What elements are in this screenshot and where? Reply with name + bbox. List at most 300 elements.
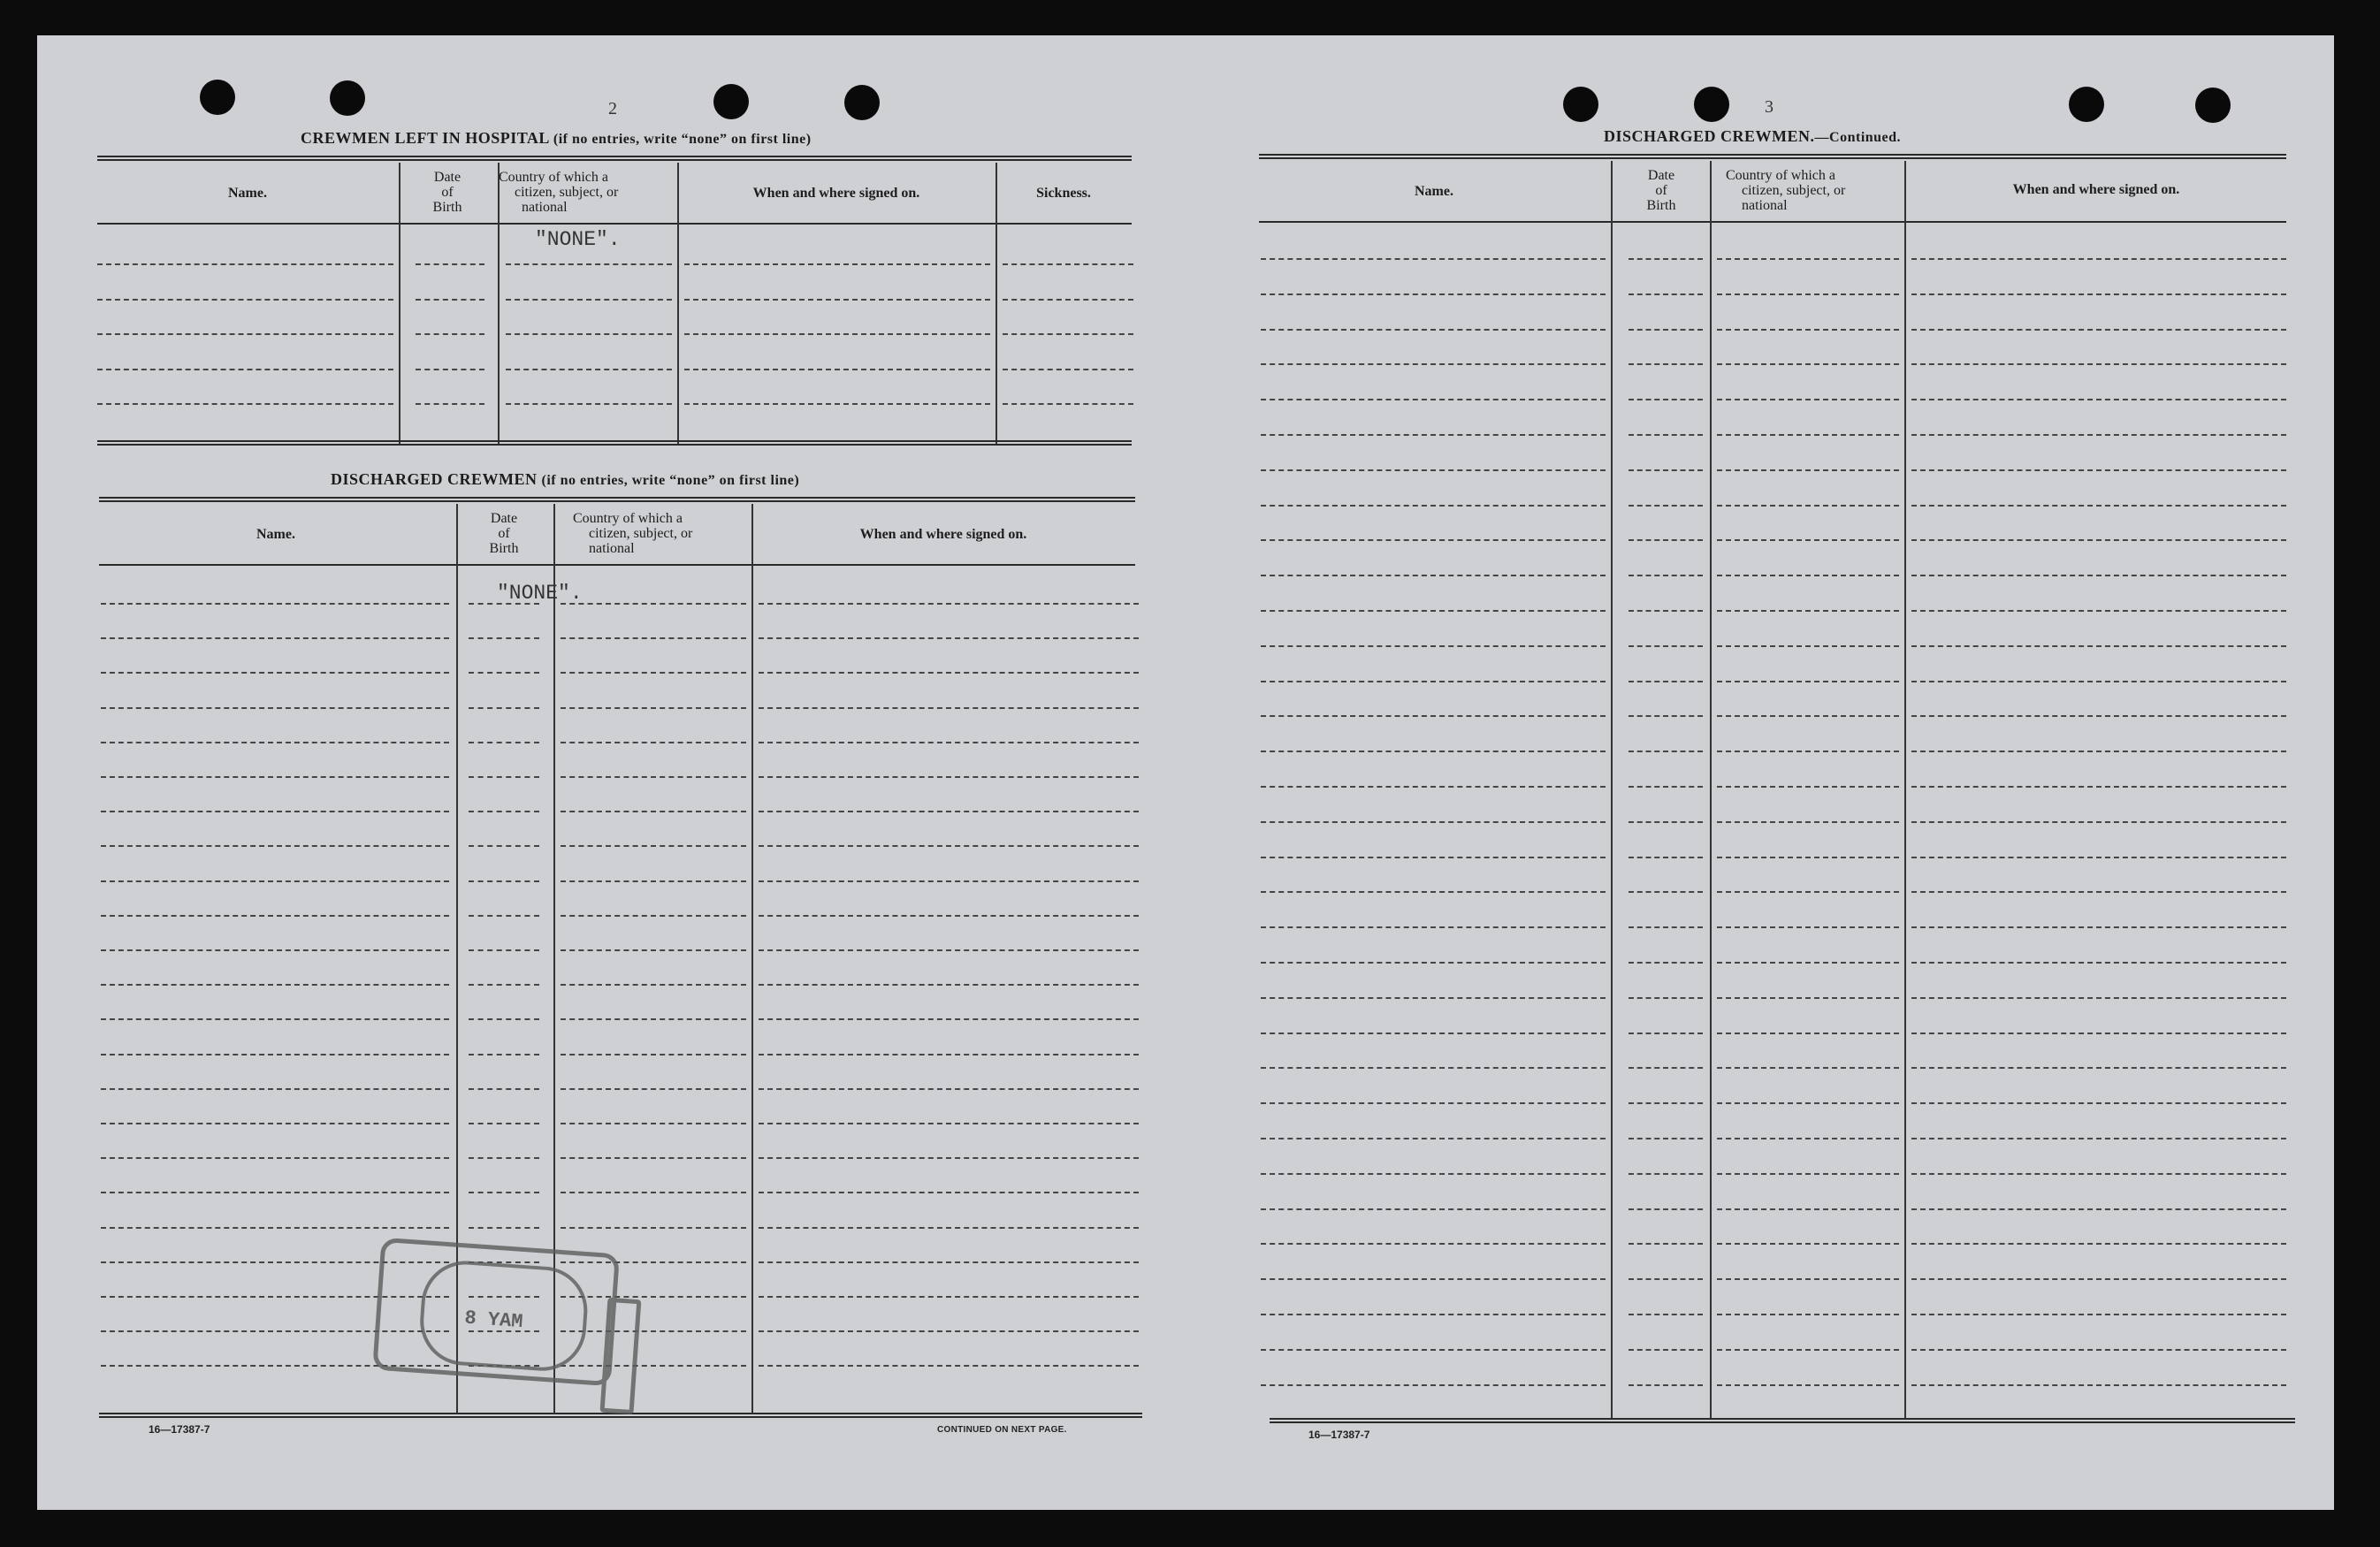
ruled-line: [1629, 539, 1703, 541]
ruled-line: [469, 603, 539, 605]
ruled-line: [416, 403, 484, 405]
ruled-line: [1629, 1278, 1703, 1280]
ruled-line: [1629, 293, 1703, 295]
hospital-section-title: [301, 129, 812, 148]
ruled-line: [101, 984, 449, 986]
ruled-line: [1003, 299, 1133, 301]
col-dob-line2: of: [441, 185, 454, 200]
ruled-line: [1629, 363, 1703, 365]
ruled-line: [561, 776, 746, 778]
right-divider: [1904, 161, 1906, 1420]
hospital-col-signed: When and where signed on.: [752, 186, 920, 201]
ruled-line: [101, 742, 449, 743]
ruled-line: [1261, 1173, 1606, 1175]
ruled-line: [1717, 857, 1899, 858]
right-col-country: [1726, 168, 1903, 213]
right-bottom-rule: [1270, 1418, 2295, 1423]
ruled-line: [759, 1157, 1139, 1159]
ruled-line: [561, 1192, 746, 1193]
discharged-divider: [751, 504, 753, 1414]
ruled-line: [1261, 1349, 1606, 1351]
ruled-line: [759, 1088, 1139, 1090]
ruled-line: [469, 984, 539, 986]
ruled-line: [561, 949, 746, 951]
ruled-line: [1911, 539, 2286, 541]
ruled-line: [561, 603, 746, 605]
col-dob-line1: Date: [490, 511, 518, 526]
ruled-line: [1717, 962, 1899, 964]
ruled-line: [101, 603, 449, 605]
col-dob-line2: of: [1655, 183, 1667, 198]
ruled-line: [1261, 645, 1606, 647]
right-title-text: DISCHARGED CREWMEN.: [1604, 127, 1815, 145]
ruled-line: [1261, 1138, 1606, 1139]
ruled-line: [1261, 1067, 1606, 1069]
ruled-line: [1911, 997, 2286, 999]
ruled-line: [469, 637, 539, 639]
col-country-line3: national: [589, 541, 635, 556]
ruled-line: [1717, 1138, 1899, 1139]
ruled-line: [1261, 715, 1606, 717]
ruled-line: [1629, 329, 1703, 331]
ruled-line: [469, 1157, 539, 1159]
hospital-title-text: CREWMEN LEFT IN HOSPITAL: [301, 129, 549, 147]
ruled-line: [469, 707, 539, 709]
ruled-line: [1717, 1349, 1899, 1351]
discharged-col-signed: When and where signed on.: [859, 527, 1027, 542]
ruled-line: [1261, 293, 1606, 295]
ruled-line: [416, 369, 484, 370]
ruled-line: [1261, 329, 1606, 331]
ruled-line: [1717, 434, 1899, 436]
ruled-line: [1911, 575, 2286, 576]
form-number-left: 16—17387-7: [149, 1423, 210, 1436]
ruled-line: [469, 1018, 539, 1020]
ruled-line: [1717, 681, 1899, 682]
ruled-line: [1717, 1033, 1899, 1034]
ruled-line: [416, 263, 484, 265]
ruled-line: [1629, 575, 1703, 576]
right-title-suffix: —Continued.: [1814, 130, 1902, 145]
ruled-line: [469, 1123, 539, 1124]
ruled-line: [759, 880, 1139, 882]
discharged-title-text: DISCHARGED CREWMEN: [331, 470, 538, 488]
punch-hole: [1694, 87, 1729, 122]
ruled-line: [416, 299, 484, 301]
ruled-line: [759, 811, 1139, 812]
ruled-line: [1911, 645, 2286, 647]
ruled-line: [1629, 1243, 1703, 1245]
ruled-line: [1911, 399, 2286, 400]
punch-hole: [844, 85, 880, 120]
ruled-line: [561, 1054, 746, 1055]
ruled-line: [1911, 610, 2286, 612]
right-col-dob: [1613, 168, 1710, 213]
ruled-line: [1629, 1349, 1703, 1351]
ruled-line: [1261, 1033, 1606, 1034]
right-top-rule: [1259, 154, 2286, 159]
col-country-line2: citizen, subject, or: [589, 526, 693, 541]
ruled-line: [561, 1088, 746, 1090]
ruled-line: [1261, 363, 1606, 365]
right-divider: [1710, 161, 1712, 1420]
ruled-line: [1629, 926, 1703, 928]
ruled-line: [1911, 1243, 2286, 1245]
ruled-line: [759, 1296, 1139, 1298]
ruled-line: [469, 811, 539, 812]
col-country-line1: Country of which a: [1726, 168, 1835, 183]
ruled-line: [1717, 363, 1899, 365]
ruled-line: [561, 1018, 746, 1020]
ruled-line: [1717, 505, 1899, 507]
ruled-line: [97, 333, 393, 335]
ruled-line: [1629, 821, 1703, 823]
ruled-line: [759, 637, 1139, 639]
discharged-top-rule: [99, 497, 1135, 502]
discharged-entry: "NONE".: [497, 582, 583, 605]
ruled-line: [1629, 751, 1703, 752]
ruled-line: [561, 1227, 746, 1229]
ruled-line: [1717, 926, 1899, 928]
ruled-line: [1717, 1067, 1899, 1069]
ruled-line: [1003, 263, 1133, 265]
hospital-col-country: [499, 170, 675, 215]
ruled-line: [101, 1123, 449, 1124]
punch-hole: [2195, 88, 2231, 123]
ruled-line: [684, 403, 990, 405]
ruled-line: [561, 845, 746, 847]
ruled-line: [759, 1261, 1139, 1263]
ruled-line: [561, 707, 746, 709]
ruled-line: [101, 1088, 449, 1090]
ruled-line: [1261, 926, 1606, 928]
ruled-line: [506, 333, 672, 335]
ruled-line: [97, 299, 393, 301]
ruled-line: [101, 880, 449, 882]
ruled-line: [759, 1227, 1139, 1229]
ruled-line: [1911, 821, 2286, 823]
ruled-line: [759, 742, 1139, 743]
ruled-line: [469, 1088, 539, 1090]
hospital-col-name: Name.: [228, 186, 267, 201]
ruled-line: [1629, 1314, 1703, 1315]
ruled-line: [1261, 681, 1606, 682]
ruled-line: [561, 1157, 746, 1159]
ruled-line: [1261, 751, 1606, 752]
hospital-divider: [498, 163, 500, 444]
stamp-side-mark: [599, 1298, 641, 1414]
ruled-line: [1261, 258, 1606, 260]
ruled-line: [1911, 1208, 2286, 1210]
ruled-line: [506, 263, 672, 265]
punch-hole: [713, 84, 749, 119]
right-col-name: Name.: [1415, 184, 1453, 199]
ruled-line: [469, 949, 539, 951]
ruled-line: [469, 672, 539, 674]
ruled-line: [1629, 715, 1703, 717]
ruled-line: [101, 707, 449, 709]
ruled-line: [1629, 786, 1703, 788]
ruled-line: [1911, 434, 2286, 436]
ruled-line: [1261, 505, 1606, 507]
ruled-line: [1911, 1102, 2286, 1104]
ruled-line: [1911, 1067, 2286, 1069]
ruled-line: [101, 1054, 449, 1055]
ruled-line: [1911, 891, 2286, 893]
ruled-line: [97, 263, 393, 265]
hospital-header-rule: [97, 223, 1132, 225]
hospital-bottom-rule: [97, 440, 1132, 446]
ruled-line: [1003, 333, 1133, 335]
form-number-right: 16—17387-7: [1308, 1429, 1370, 1441]
punch-hole: [1563, 87, 1598, 122]
ruled-line: [101, 1192, 449, 1193]
ruled-line: [1717, 1314, 1899, 1315]
ruled-line: [1629, 891, 1703, 893]
ruled-line: [101, 1018, 449, 1020]
ruled-line: [101, 915, 449, 917]
ruled-line: [469, 1192, 539, 1193]
ruled-line: [561, 915, 746, 917]
ruled-line: [759, 707, 1139, 709]
hospital-instruction: (if no entries, write “none” on first line): [553, 132, 812, 147]
ruled-line: [1911, 1138, 2286, 1139]
ruled-line: [1261, 399, 1606, 400]
ruled-line: [97, 369, 393, 370]
page-number-right: 3: [1765, 97, 1774, 117]
ruled-line: [1911, 329, 2286, 331]
ruled-line: [1717, 1278, 1899, 1280]
ruled-line: [1911, 751, 2286, 752]
col-country-line2: citizen, subject, or: [1742, 183, 1846, 198]
ruled-line: [759, 776, 1139, 778]
ruled-line: [1717, 891, 1899, 893]
ruled-line: [1261, 1243, 1606, 1245]
ruled-line: [561, 811, 746, 812]
ruled-line: [1717, 786, 1899, 788]
ruled-line: [561, 637, 746, 639]
right-header-rule: [1259, 221, 2286, 223]
ruled-line: [1629, 1208, 1703, 1210]
ruled-line: [1717, 1173, 1899, 1175]
ruled-line: [1717, 1243, 1899, 1245]
ruled-line: [469, 1227, 539, 1229]
ruled-line: [1911, 1384, 2286, 1386]
ruled-line: [506, 369, 672, 370]
ruled-line: [1629, 681, 1703, 682]
right-col-signed: When and where signed on.: [2012, 182, 2180, 197]
ruled-line: [1911, 1033, 2286, 1034]
ruled-line: [1911, 1278, 2286, 1280]
page-number-left: 2: [608, 99, 617, 118]
ruled-line: [469, 1054, 539, 1055]
hospital-divider: [995, 163, 997, 444]
right-divider: [1611, 161, 1613, 1420]
ruled-line: [1261, 1102, 1606, 1104]
ruled-line: [1261, 1278, 1606, 1280]
ruled-line: [1911, 505, 2286, 507]
ruled-line: [1261, 575, 1606, 576]
ruled-line: [1261, 1384, 1606, 1386]
ruled-line: [1629, 258, 1703, 260]
col-dob-line2: of: [498, 526, 510, 541]
ruled-line: [1629, 645, 1703, 647]
ruled-line: [101, 637, 449, 639]
ruled-line: [759, 949, 1139, 951]
hospital-col-dob: [400, 170, 495, 215]
ruled-line: [1911, 1349, 2286, 1351]
ruled-line: [1911, 258, 2286, 260]
ruled-line: [1717, 293, 1899, 295]
ruled-line: [759, 1054, 1139, 1055]
ruled-line: [1629, 1067, 1703, 1069]
col-dob-line3: Birth: [1646, 198, 1676, 213]
punch-hole: [200, 80, 235, 115]
ruled-line: [1261, 821, 1606, 823]
ruled-line: [759, 915, 1139, 917]
ruled-line: [1717, 258, 1899, 260]
ruled-line: [1629, 962, 1703, 964]
ruled-line: [1629, 1033, 1703, 1034]
discharged-instruction: (if no entries, write “none” on first line): [541, 473, 800, 488]
ruled-line: [1629, 857, 1703, 858]
ruled-line: [506, 403, 672, 405]
col-country-line2: citizen, subject, or: [515, 185, 619, 200]
ruled-line: [1629, 505, 1703, 507]
col-dob-line1: Date: [1647, 168, 1675, 183]
col-dob-line1: Date: [433, 170, 462, 185]
punch-hole: [2069, 87, 2104, 122]
ruled-line: [1717, 821, 1899, 823]
stamp-text: 8 YAM: [463, 1307, 524, 1334]
hospital-entry: "NONE".: [535, 228, 621, 251]
ruled-line: [759, 1365, 1139, 1367]
ruled-line: [1911, 469, 2286, 471]
ruled-line: [759, 845, 1139, 847]
ruled-line: [561, 1123, 746, 1124]
ruled-line: [1717, 575, 1899, 576]
ruled-line: [1911, 962, 2286, 964]
ruled-line: [1911, 363, 2286, 365]
ruled-line: [759, 1330, 1139, 1332]
discharged-section-title: [331, 470, 799, 489]
rubber-stamp: [361, 1228, 655, 1424]
ruled-line: [1629, 997, 1703, 999]
ruled-line: [1717, 715, 1899, 717]
ruled-line: [1261, 434, 1606, 436]
hospital-divider: [677, 163, 679, 444]
ruled-line: [1717, 610, 1899, 612]
ruled-line: [1261, 962, 1606, 964]
hospital-col-sickness: Sickness.: [1036, 186, 1091, 201]
ruled-line: [101, 1227, 449, 1229]
ruled-line: [1261, 997, 1606, 999]
ruled-line: [469, 915, 539, 917]
ruled-line: [1629, 1384, 1703, 1386]
ruled-line: [1717, 997, 1899, 999]
discharged-col-dob: [456, 511, 552, 556]
ruled-line: [1629, 610, 1703, 612]
right-section-title: [1604, 127, 1901, 146]
ruled-line: [1629, 399, 1703, 400]
ruled-line: [684, 333, 990, 335]
ruled-line: [1629, 469, 1703, 471]
ruled-line: [1911, 926, 2286, 928]
ruled-line: [561, 742, 746, 743]
ruled-line: [1261, 610, 1606, 612]
ruled-line: [1717, 645, 1899, 647]
ruled-line: [101, 845, 449, 847]
ruled-line: [1717, 1384, 1899, 1386]
ruled-line: [1003, 403, 1133, 405]
ruled-line: [1629, 1173, 1703, 1175]
ruled-line: [1717, 469, 1899, 471]
ruled-line: [759, 672, 1139, 674]
punch-hole: [330, 80, 365, 116]
ruled-line: [684, 369, 990, 370]
ruled-line: [506, 299, 672, 301]
ruled-line: [759, 1123, 1139, 1124]
ruled-line: [684, 299, 990, 301]
ruled-line: [101, 1157, 449, 1159]
ruled-line: [469, 845, 539, 847]
ruled-line: [469, 742, 539, 743]
ruled-line: [1261, 1208, 1606, 1210]
ruled-line: [1261, 891, 1606, 893]
ruled-line: [416, 333, 484, 335]
ruled-line: [1003, 369, 1133, 370]
ruled-line: [759, 1018, 1139, 1020]
ruled-line: [1717, 399, 1899, 400]
ruled-line: [759, 984, 1139, 986]
ruled-line: [101, 672, 449, 674]
ruled-line: [1261, 786, 1606, 788]
ruled-line: [1911, 1314, 2286, 1315]
ruled-line: [469, 880, 539, 882]
discharged-header-rule: [99, 564, 1135, 566]
ruled-line: [1629, 1102, 1703, 1104]
col-dob-line3: Birth: [489, 541, 519, 556]
ruled-line: [1911, 293, 2286, 295]
ruled-line: [759, 603, 1139, 605]
discharged-col-country: [573, 511, 750, 556]
discharged-col-name: Name.: [256, 527, 295, 542]
hospital-divider: [399, 163, 400, 444]
ruled-line: [1261, 1314, 1606, 1315]
ruled-line: [1629, 434, 1703, 436]
ruled-line: [1717, 329, 1899, 331]
ruled-line: [1261, 857, 1606, 858]
ruled-line: [1911, 715, 2286, 717]
col-country-line3: national: [522, 200, 568, 215]
ruled-line: [101, 776, 449, 778]
ruled-line: [97, 403, 393, 405]
ruled-line: [1717, 539, 1899, 541]
ruled-line: [759, 1192, 1139, 1193]
col-dob-line3: Birth: [432, 200, 462, 215]
ruled-line: [1717, 751, 1899, 752]
ruled-line: [1629, 1138, 1703, 1139]
ruled-line: [1261, 469, 1606, 471]
ruled-line: [1261, 539, 1606, 541]
ruled-line: [101, 949, 449, 951]
ruled-line: [1911, 681, 2286, 682]
ruled-line: [101, 811, 449, 812]
ruled-line: [1911, 857, 2286, 858]
ruled-line: [561, 672, 746, 674]
continued-note: CONTINUED ON NEXT PAGE.: [937, 1425, 1067, 1435]
col-country-line1: Country of which a: [573, 511, 683, 526]
